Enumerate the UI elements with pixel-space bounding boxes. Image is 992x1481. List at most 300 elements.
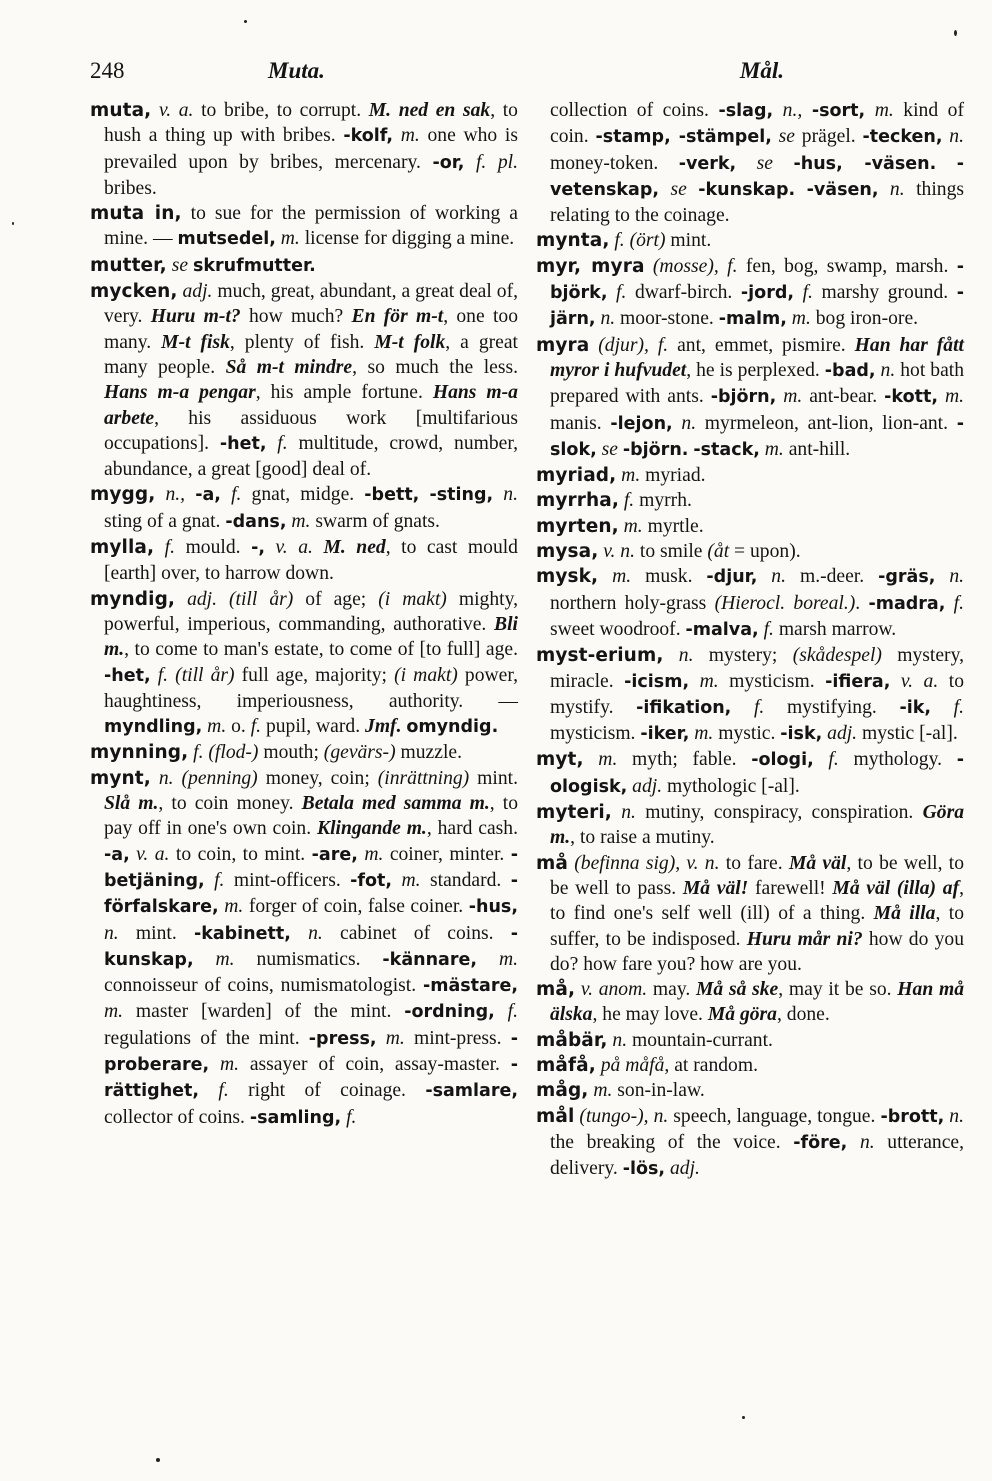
definition-text: much, great, abundant, a great deal of, very. [104,281,518,328]
grammar-note: m. [598,566,632,588]
example-phrase: Må väl (illa) af [832,877,960,899]
example-phrase: Hans m-a arbete [104,382,518,429]
headword: myra [536,334,590,356]
grammar-note: n., [773,100,803,121]
grammar-note: f. [220,484,242,506]
left-column [90,98,518,1131]
definition-text: , hard cash. [426,818,518,840]
subentry: -väsen, [806,179,879,200]
definition-text: myrtle. [642,515,704,537]
dictionary-entry [536,1104,964,1183]
dictionary-entry [90,482,518,535]
subentry: -ifiera, [825,671,891,692]
definition-text: to sue for the permission of working a mine. — [104,203,518,250]
grammar-note: se [596,438,618,460]
subentry: -kolf, [343,126,394,147]
dictionary-entry [90,587,518,741]
headword: muta, [90,100,152,121]
grammar-note: (skådespel) [792,645,882,667]
definition-text: money-token. [550,152,679,174]
definition-text: son-in-law. [612,1080,705,1102]
definition-text: coiner, minter. [383,843,511,865]
headword: myriad, [536,465,617,487]
grammar-note: f. [204,869,225,891]
grammar-note: n. [611,802,636,824]
headword: myst-erium, [536,645,664,667]
subentry: -ordning, [404,1002,495,1023]
dictionary-entry [90,740,518,765]
definition-text: sting of a gnat. [104,510,226,532]
definition-text [802,100,812,121]
definition-text: regulations of the mint. [104,1027,309,1049]
subentry: -djur, [706,567,758,588]
definition-text: license for digging a mine. [299,228,515,250]
definition-text: , done. [776,1004,830,1026]
dictionary-entry [536,228,964,253]
definition-text [185,484,195,505]
grammar-note: f. [794,282,813,304]
grammar-note: n. [595,308,616,330]
headword: mylla, [90,537,155,559]
dictionary-entry [536,977,964,1028]
definition-text: = upon). [729,541,801,563]
grammar-note: n. [878,178,905,200]
grammar-note: (i makt) [378,588,447,610]
definition-text: , to suffer, to be indisposed. [550,903,964,950]
grammar-note: (tungo-), n. [574,1105,669,1127]
example-phrase: M-t fisk [161,331,230,353]
definition-text: money, coin; [257,767,378,789]
dictionary-entry [536,539,964,564]
subentry: -stack, [693,439,760,460]
definition-text: myrrh. [634,490,692,512]
subentry: -slok, [550,413,964,460]
subentry: -a, [195,485,221,506]
subentry: -björk, [550,256,964,304]
subentry: -a, [104,844,130,865]
example-phrase: Så m-t mindre [225,356,353,378]
grammar-note: m. [588,1080,613,1102]
definition-text: to coin, to mint. [169,843,312,865]
grammar-note: v. anom. [575,979,648,1001]
dictionary-entry [90,98,518,201]
right-guide-word: Mål. [739,58,784,83]
example-phrase: Klingande m. [317,818,427,840]
dictionary-entry [536,514,964,539]
grammar-note: n. [942,126,965,148]
dictionary-entry [90,253,518,279]
subentry: -bad, [824,360,876,381]
dictionary-entry [536,1028,964,1053]
definition-text: utterance, delivery. [550,1131,965,1180]
subentry: -fot, [350,870,393,891]
grammar-note: n. [607,1029,628,1051]
grammar-note: v. a. [129,843,170,865]
definition-text: , may it be so. [778,979,898,1001]
running-header [90,58,962,92]
dictionary-entry [536,747,964,800]
definition-text: mighty, powerful, imperious, commanding, authorative. [104,588,518,635]
example-phrase: M. ned [323,537,386,559]
headword: mynning, [90,742,189,764]
definition-text: mythology. [838,749,957,771]
grammar-note: m. [104,1001,124,1023]
grammar-note: f. (flod-) [188,742,259,764]
headword: måbär, [536,1029,608,1051]
definition-text: to bribe, to corrupt. [193,100,369,121]
definition-text: , to find one's self well (ill) of a thing. [550,877,964,925]
definition-text: , a great many people. [104,331,518,378]
headword: mygg, [90,484,156,506]
subentry: -före, [793,1132,848,1153]
grammar-note: m. [357,843,384,865]
grammar-note: se [736,152,774,174]
definition-text: full age, majority; [234,664,395,686]
definition-text: , his ample fortune. [255,382,433,404]
dictionary-entry [536,333,964,463]
grammar-note: adj. [665,1158,700,1180]
headword: myndig, [90,588,176,610]
subentry: -brott, [880,1106,945,1127]
subentry: -madra, [868,593,946,614]
definition-text: mystery, miracle. [550,645,964,692]
definition-text: may. [647,979,696,1001]
subentry: -mästare, [422,976,518,997]
headword: mysa, [536,541,599,563]
dictionary-entry [536,851,964,977]
subentry: myndling, [104,717,203,738]
definition-text: o. [226,716,251,738]
definition-text: mint. [118,922,194,944]
definition-text: myriad. [640,465,706,487]
definition-text: sweet woodroof. [550,618,686,640]
definition-text: collector of coins. [104,1106,250,1128]
grammar-note: se [166,254,189,276]
subentry: -järn, [550,283,964,330]
grammar-note: m. [393,125,420,147]
definition-text: , to be well, to be well to pass. [550,852,964,899]
grammar-note: m. [759,438,784,460]
subentry: -betjäning, [104,844,519,891]
headword: mål [536,1105,575,1127]
definition-text: myrmeleon, ant-lion, lion-ant. [696,412,957,434]
definition-text: ant-bear. [802,386,885,408]
definition-text: myth; fable. [617,749,752,771]
definition-text: marsh marrow. [773,618,897,640]
definition-text: multitude, crowd, number, abundance, a great [good] deal of. [104,432,518,481]
grammar-note: n. [935,566,965,588]
definition-text: of age; [293,588,379,610]
grammar-note: m. [376,1027,405,1049]
definition-text: , plenty of fish. [229,331,375,353]
definition-text: mould. [175,537,252,559]
definition-text: pupil, ward. [261,716,366,738]
definition-text: to fare. [719,852,789,874]
subentry: -press, [308,1028,377,1049]
example-phrase: M-t folk [374,331,446,353]
example-phrase: Huru mår ni? [746,928,863,950]
definition-text: prägel. [795,126,863,148]
definition-text: collection of coins. [550,100,719,121]
subentry: -slag, [718,101,774,121]
example-phrase: Slå m. [104,793,159,815]
grammar-note: v. a. [151,100,194,121]
example-phrase: Jmf. [365,716,402,738]
grammar-note: m. [583,749,618,771]
subentry: -ik, [899,697,932,718]
grammar-note: f. [618,490,635,512]
dictionary-entry [90,535,518,587]
grammar-note: n. [104,922,119,944]
example-phrase: Han må älska [550,979,964,1026]
subentry: -sting, [429,485,494,506]
dictionary-entry [536,643,964,747]
grammar-note: adj. [822,723,858,745]
grammar-note: m. [689,670,719,692]
grammar-note: f. [266,432,288,454]
definition-text: , he may love. [592,1004,708,1026]
subentry: -ologi, [751,750,814,771]
grammar-note: n. [663,645,694,667]
grammar-note: (Hierocl. boreal.) [714,592,856,614]
definition-text: moor-stone. [615,308,719,330]
definition-text: fen, bog, swamp, marsh. [737,255,957,277]
definition-text: things relating to the coinage. [550,178,964,227]
subentry: -kunskap. [698,179,796,200]
headword: myt, [536,749,584,771]
headword: muta in, [90,203,182,225]
headword: mynt, [90,767,151,789]
definition-text: , at random. [664,1054,758,1076]
subentry: mutsedel, [177,229,276,250]
grammar-note: (inrättning) [377,767,470,789]
headword: måfå, [536,1054,596,1076]
grammar-note: se [659,178,687,200]
dictionary-entry [536,1053,964,1078]
definition-text: , to pay off in one's own coin. [104,793,518,840]
definition-text: manis. [550,412,611,434]
headword: mutter, [90,254,167,276]
definition-text: , to raise a mutiny. [570,827,715,849]
definition-text: mountain-currant. [627,1029,773,1051]
grammar-note: f. [731,696,765,718]
grammar-note: f. (till år) [150,664,235,686]
subentry: omyndig. [406,717,499,738]
grammar-note: f. [813,749,839,771]
grammar-note: m. [392,869,421,891]
grammar-note: n. [757,566,787,588]
definition-text: kind of coin. [550,100,964,148]
definition-text: mint-officers. [224,869,351,891]
subentry: -samling, [249,1107,342,1128]
subentry: -het, [104,665,151,686]
definition-text [773,153,793,174]
subentry: -kabinett, [193,923,291,944]
left-guide-word: Muta. [268,58,325,83]
subentry: -ifikation, [636,697,732,718]
subentry: -are, [311,844,358,865]
grammar-note: m. [209,1053,240,1075]
definition-text: muzzle. [395,742,462,764]
grammar-note: n. (penning) [150,767,258,789]
headword: myrrha, [536,490,619,512]
grammar-note: f. [341,1106,357,1128]
definition-text [795,179,806,200]
definition-text: swarm of gnats. [310,510,440,532]
grammar-note: m. [275,228,300,250]
subentry: -proberare, [104,1028,518,1075]
headword: mynta, [536,230,610,252]
definition-text: ant, emmet, pismire. [668,334,855,356]
dictionary-entry [536,463,964,488]
grammar-note: (djur), f. [589,334,669,356]
dictionary-entry [536,488,964,513]
subentry: -, [251,538,265,559]
definition-text: mystifying. [764,696,900,718]
definition-text: mysticism. [718,670,826,692]
definition-text: , to coin money. [158,793,302,815]
grammar-note: f. (ört) [609,230,666,252]
dictionary-entry [536,800,964,851]
grammar-note: m. [689,723,714,745]
definition-text: numismatics. [234,948,383,970]
grammar-note: f. pl. [464,151,518,173]
subentry: -björn, [710,387,777,408]
grammar-note: (i makt) [394,664,458,686]
grammar-note: m. [286,510,311,532]
subentry: -bett, [364,485,420,506]
grammar-note: v. a. [890,670,939,692]
example-phrase: Må så ske [696,979,779,1001]
grammar-note: m. [218,896,244,918]
headword: må, [536,979,576,1001]
subentry: -vetenskap, [550,153,964,200]
definition-text: musk. [631,566,707,588]
subentry: -björn. [622,439,689,460]
definition-text [419,484,429,505]
subentry: -hus, [468,897,518,918]
grammar-note: m. [786,308,811,330]
definition-text: mutiny, conspiracy, conspiration. [635,802,923,824]
dictionary-entry [536,254,964,333]
subentry: -het, [219,433,267,454]
example-phrase: M. ned en sak [368,100,491,121]
grammar-note: m. [618,515,643,537]
definition-text: farewell! [748,877,833,899]
definition-text: , his assiduous work [multifarious occupations]. [104,407,518,454]
subentry: -icism, [624,671,690,692]
grammar-note: f. [945,592,964,614]
grammar-note: v. a. [265,537,313,559]
definition-text: m.-deer. [786,566,879,588]
headword: må [536,852,568,874]
example-phrase: Må göra [707,1004,777,1026]
subentry: -malm, [718,309,787,330]
example-phrase: Må väl! [682,877,749,899]
grammar-note: se [771,126,795,148]
subentry: -isk, [780,724,823,745]
definition-text [687,179,698,200]
definition-text: mythologic [-al]. [662,775,800,797]
grammar-note: n. [672,412,697,434]
subentry: -rättighet, [104,1054,519,1102]
headword: myteri, [536,802,612,824]
definition-text: bribes. [104,177,157,199]
grammar-note: adj. [177,281,213,303]
headword: myr, myra [536,255,645,277]
definition-text: right of coinage. [228,1080,426,1102]
definition-text: , one too many. [104,306,518,353]
grammar-note: f. [758,618,774,640]
grammar-note: n. [847,1131,875,1153]
subentry: -lös, [622,1159,666,1180]
grammar-note: (mosse), f. [644,255,738,277]
example-phrase: Må illa [873,903,936,925]
subentry: -lejon, [610,413,673,434]
grammar-note: f. [250,716,262,738]
definition-text: mint. [469,767,518,789]
subentry: -verk, [678,153,737,174]
grammar-note: (åt [707,541,730,563]
grammar-note: m. [865,100,894,121]
definition-text: mystic [-al]. [857,723,958,745]
definition-text: to mystify. [550,670,964,718]
subentry: -ologisk, [550,750,964,797]
grammar-note: (gevärs-) [323,742,396,764]
subentry: -kunskap, [104,923,519,970]
grammar-note: f. [931,696,965,718]
grammar-note: m. [193,948,235,970]
definition-text: how much? [240,306,352,328]
page-number: 248 [90,58,125,83]
grammar-note: f. [607,282,627,304]
subentry: -stamp, -stämpel, [595,127,772,148]
definition-text: mouth; [258,742,324,764]
definition-text [936,153,956,174]
dictionary-entry [536,98,964,228]
definition-text: assayer of coin, assay-master. [239,1053,511,1075]
definition-text: mint. [665,230,712,252]
example-phrase: Göra m. [550,802,964,849]
grammar-note: adj. [627,775,663,797]
subentry: -samlare, [425,1081,518,1102]
dictionary-entry [536,564,964,643]
example-phrase: En för m-t [351,306,444,328]
definition-text: to smile [635,541,708,563]
subentry: -tecken, [862,127,943,148]
headword: måg, [536,1080,589,1102]
definition-text: mint-press. [404,1027,511,1049]
definition-text: mystic. [713,723,781,745]
definition-text: cabinet of coins. [322,922,511,944]
grammar-note: adj. (till år) [175,588,294,610]
grammar-note: n. [493,484,518,506]
definition-text: hot bath prepared with ants. [550,359,965,408]
definition-text: , to hush a thing up with bribes. [104,100,518,147]
subentry: -sort, [811,101,866,121]
dictionary-entry [90,201,518,253]
headword: mycken, [90,281,178,303]
grammar-note: n. [944,1105,964,1127]
definition-text: , so much the less. [352,356,518,378]
subentry: -dans, [225,511,287,532]
dictionary-entry [90,766,518,1131]
grammar-note: v. n. [598,541,635,563]
definition-text: power, haughtiness, imperiousness, authority. — [104,664,518,712]
grammar-note: f. [154,537,176,559]
definition-text: bog iron-ore. [810,308,919,330]
subentry: -kott, [884,387,938,408]
